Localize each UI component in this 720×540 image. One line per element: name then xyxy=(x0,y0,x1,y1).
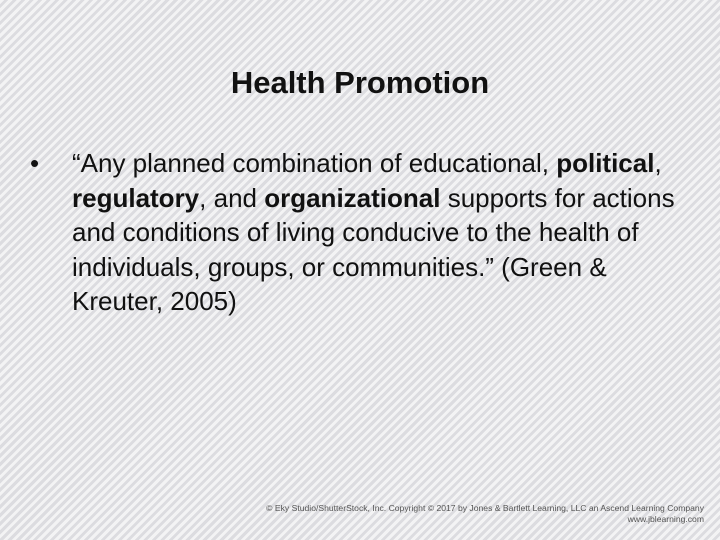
website-line: www.jblearning.com xyxy=(627,514,704,524)
bullet-segment-bold: political xyxy=(556,148,655,178)
bullet-item xyxy=(30,146,698,319)
copyright-credit xyxy=(204,503,704,525)
bullet-segment: , xyxy=(654,148,662,178)
bullet-segment: “Any planned combination of educational, xyxy=(72,148,557,178)
bullet-segment: supports for actions and conditions of living conducive to the health of individuals, groups, or communities.” (Green & Kreuter, 2005) xyxy=(72,182,675,316)
bullet-segment-bold: organizational xyxy=(264,182,441,213)
bullet-segment: , and xyxy=(199,182,265,213)
bullet-marker: • xyxy=(30,148,40,178)
copyright-line: © Eky Studio/ShutterStock, Inc. Copyright © 2017 by Jones & Bartlett Learning, LLC an Ascend Learning Company xyxy=(266,503,704,513)
slide-title: Health Promotion xyxy=(230,65,490,100)
bullet-segment-bold: regulatory xyxy=(72,182,200,213)
bullet-text xyxy=(72,146,698,319)
